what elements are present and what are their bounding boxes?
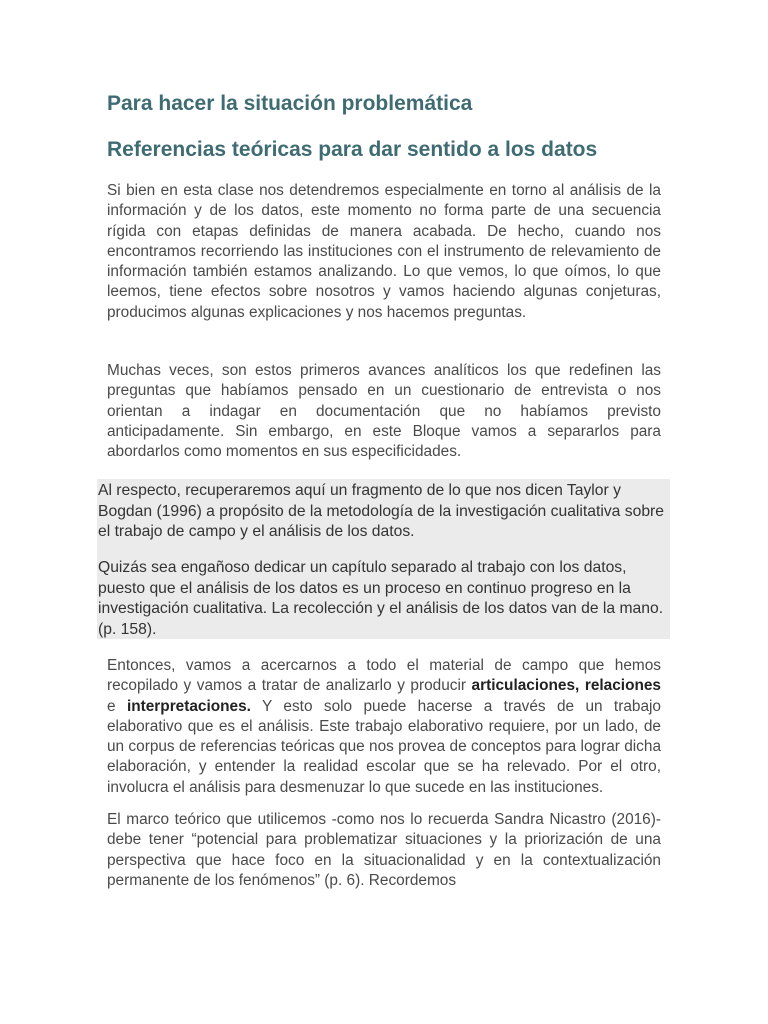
paragraph-3-part-2: e	[107, 697, 127, 715]
paragraph-2: Muchas veces, son estos primeros avances analíticos los que redefinen las preguntas que habíamos pensado en un cuestionario de entrevista o nos orientan a indagar en documentación que no habíamos previsto anticipadamente. Sin embargo, en este Bloque vamos a separarlos para abordarlos como momentos en sus especificidades.	[107, 362, 661, 461]
paragraph-3-bold-1: articulaciones, relaciones	[471, 677, 661, 695]
paragraph-4: El marco teórico que utilicemos -como nos lo recuerda Sandra Nicastro (2016)- debe tener “potencial para problematizar situaciones y la priorización de una perspectiva que hace foco en la situacionalidad y en la contextualización permanente de los fenómenos” (p. 6). Recordemos	[107, 811, 661, 889]
paragraph-1: Si bien en esta clase nos detendremos especialmente en torno al análisis de la información y de los datos, este momento no forma parte de una secuencia rígida con etapas definidas de manera acabada. De hecho, cuando nos encontramos recorriendo las instituciones con el instrumento de relevamiento de información también estamos analizando. Lo que vemos, lo que oímos, lo que leemos, tiene efectos sobre nosotros y vamos haciendo algunas conjeturas, producimos algunas explicaciones y nos hacemos preguntas.	[107, 182, 661, 321]
paragraph-1-block	[107, 181, 661, 323]
paragraph-3-part-3: Y esto solo puede hacerse a través de un trabajo elaborativo que es el análisis. Este trabajo elaborativo requiere, por un lado, de un corpus de referencias teóricas que nos provea de conceptos para lograr dicha elaboración, y entender la realidad escolar que se ha relevado. Por el otro, involucra el análisis para desmenuzar lo que sucede en las instituciones.	[107, 697, 661, 796]
paragraph-4-block	[107, 810, 661, 891]
paragraph-3-part-1: Entonces, vamos a acercarnos a todo el material de campo que hemos recopilado y vamos a tratar de analizarlo y producir	[107, 657, 661, 695]
paragraph-3-block	[107, 656, 661, 798]
quote-intro: Al respecto, recuperaremos aquí un fragmento de lo que nos dicen Taylor y Bogdan (1996) a propósito de la metodología de la investigación cualitativa sobre el trabajo de campo y el análisis de los datos.	[98, 482, 664, 540]
page-title: Para hacer la situación problemática	[107, 92, 473, 115]
paragraph-3-bold-2: interpretaciones.	[126, 697, 251, 715]
paragraph-3	[107, 656, 661, 798]
quote-box	[97, 479, 670, 639]
paragraph-2-block	[107, 361, 661, 462]
quote-text: Quizás sea engañoso dedicar un capítulo separado al trabajo con los datos, puesto que el análisis de los datos es un proceso en continuo progreso en la investigación cualitativa. La recolección y el análisis de los datos van de la mano. (p. 158).	[98, 559, 664, 638]
section-subtitle: Referencias teóricas para dar sentido a los datos	[107, 138, 598, 161]
